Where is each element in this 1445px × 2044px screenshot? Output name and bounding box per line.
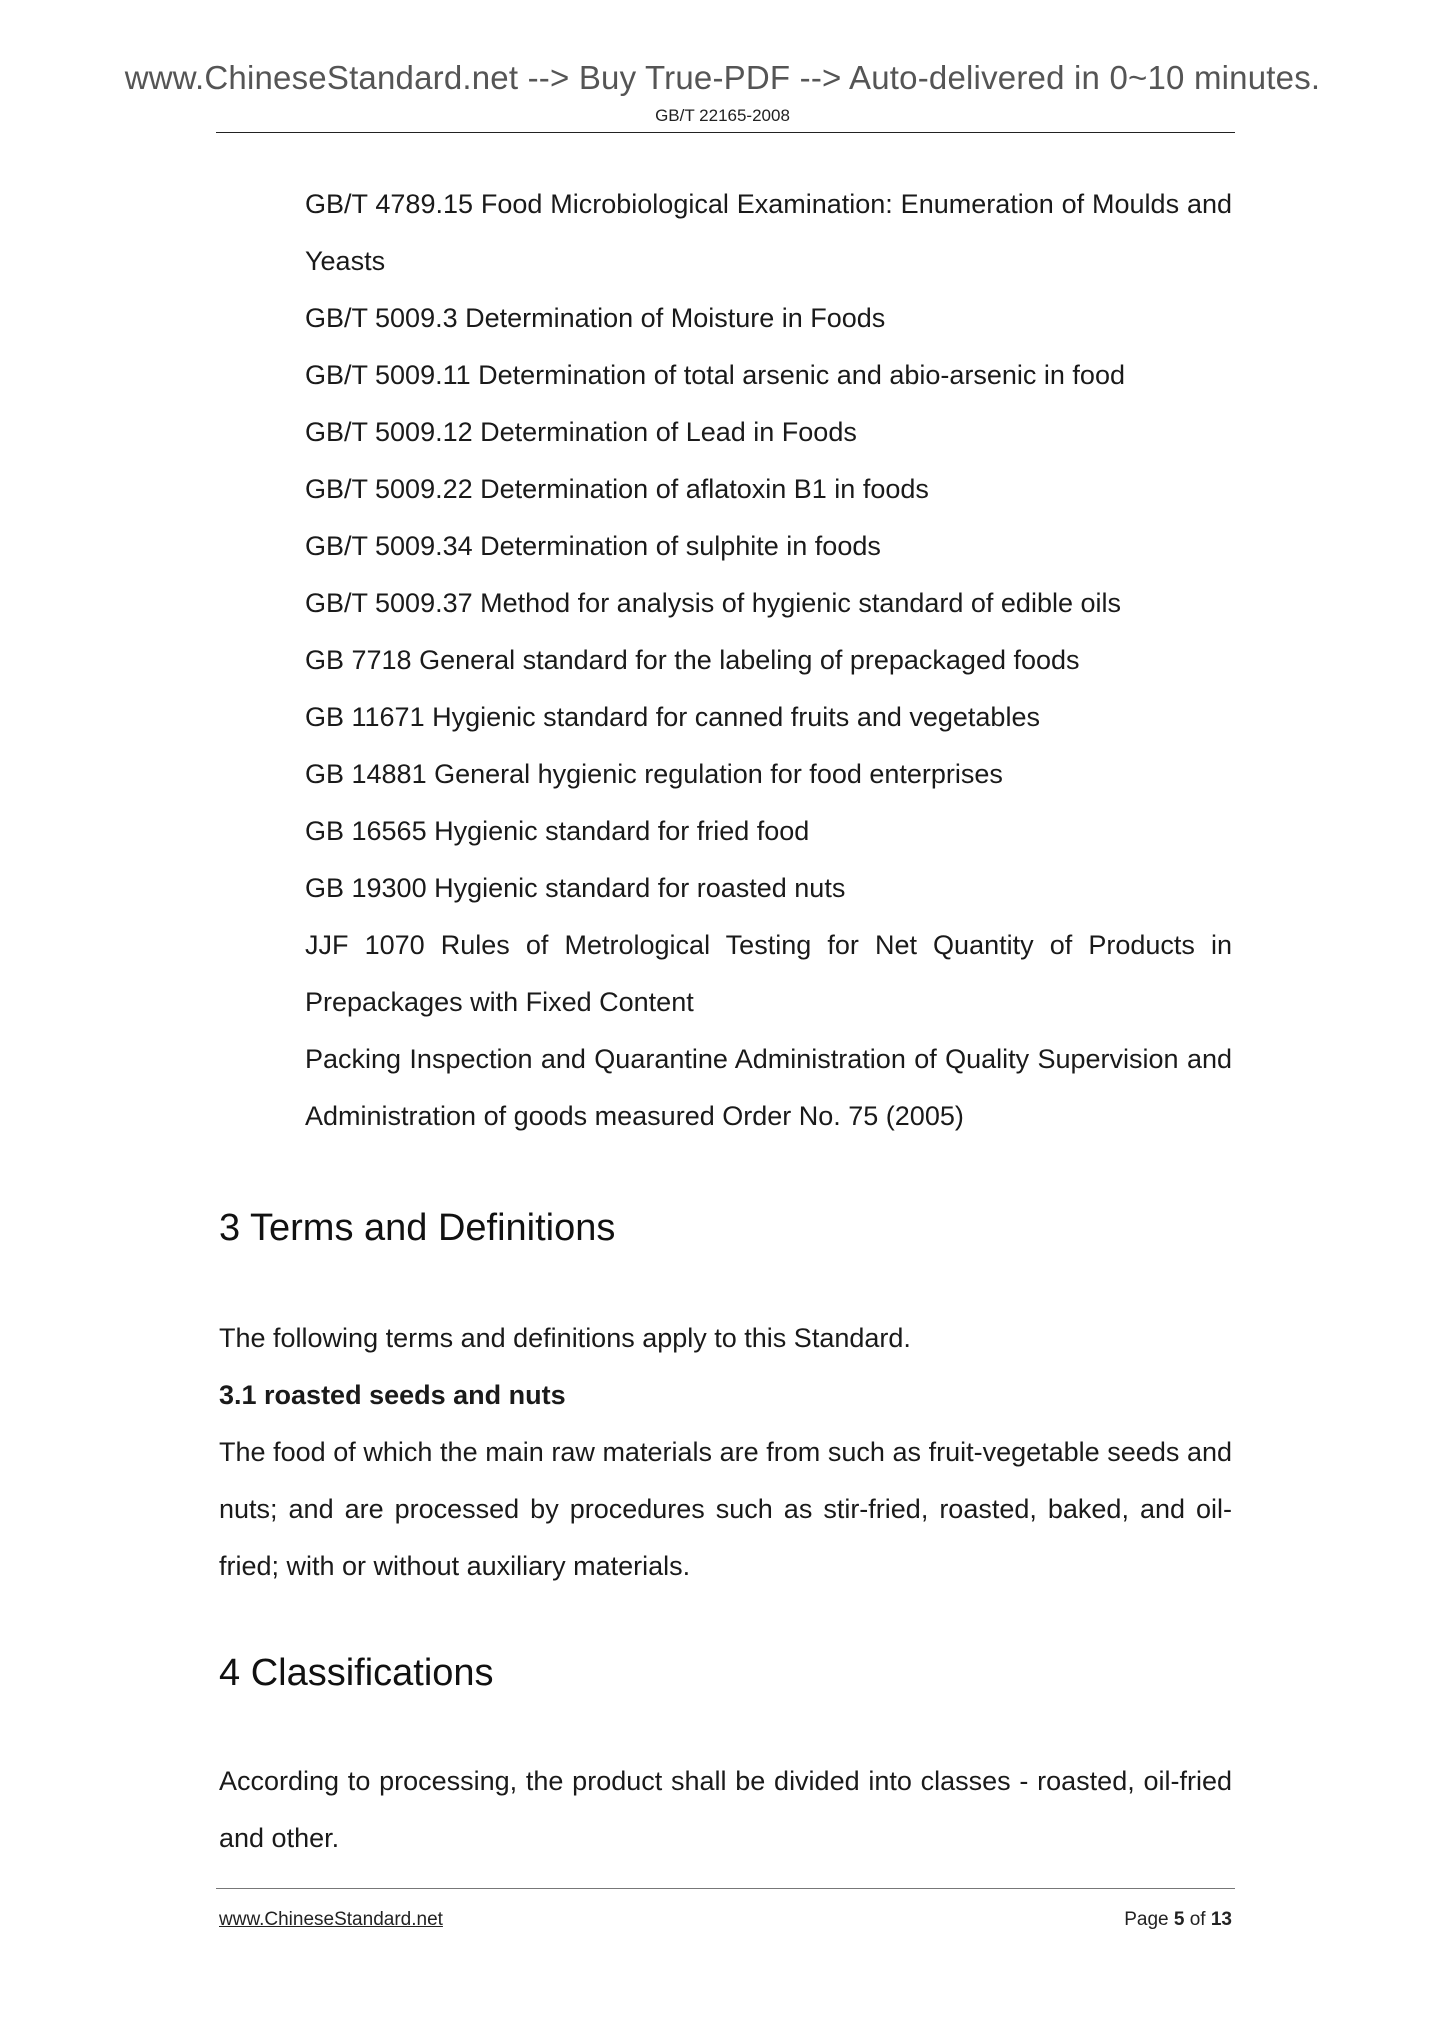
document-id: GB/T 22165-2008 (655, 106, 790, 125)
footer-site-link[interactable]: www.ChineseStandard.net (219, 1909, 443, 1930)
reference-item: GB/T 5009.3 Determination of Moisture in Foods (305, 303, 886, 333)
page-current: 5 (1173, 1909, 1185, 1930)
section-3-heading: 3 Terms and Definitions (219, 1207, 616, 1249)
page-number (1124, 1908, 1232, 1932)
reference-item: GB 11671 Hygienic standard for canned fruits and vegetables (305, 702, 1040, 732)
reference-item: GB 16565 Hygienic standard for fried food (305, 816, 810, 846)
page-of-label: of (1189, 1909, 1206, 1930)
reference-item: GB 7718 General standard for the labeling of prepackaged foods (305, 645, 1080, 675)
normative-references-list (305, 176, 1232, 1145)
reference-item: GB 14881 General hygienic regulation for food enterprises (305, 759, 1003, 789)
page-label: Page (1124, 1909, 1169, 1930)
section-4-heading: 4 Classifications (219, 1652, 494, 1694)
reference-item: GB/T 5009.11 Determination of total arsenic and abio-arsenic in food (305, 360, 1125, 390)
reference-item: Packing Inspection and Quarantine Administration of Quality Supervision and Administration of goods measured Order No. 75 (2005) (305, 1044, 1232, 1131)
site-banner[interactable]: www.ChineseStandard.net --> Buy True-PDF --> Auto-delivered in 0~10 minutes. (124, 59, 1321, 96)
reference-item: GB 19300 Hygienic standard for roasted nuts (305, 873, 846, 903)
term-3-1-definition: The food of which the main raw materials are from such as fruit-vegetable seeds and nuts; and are processed by procedures such as stir-fried, roasted, baked, and oil-fried; with or without auxiliary materials. (219, 1437, 1232, 1581)
section-3-intro: The following terms and definitions apply to this Standard. (219, 1323, 911, 1353)
reference-item: GB/T 4789.15 Food Microbiological Examination: Enumeration of Moulds and Yeasts (305, 189, 1232, 276)
reference-item: JJF 1070 Rules of Metrological Testing for Net Quantity of Products in Prepackages with Fixed Content (305, 930, 1232, 1017)
header-divider (216, 132, 1235, 133)
footer-divider (216, 1888, 1235, 1889)
term-3-1-heading: 3.1 roasted seeds and nuts (219, 1380, 566, 1410)
reference-item: GB/T 5009.22 Determination of aflatoxin B1 in foods (305, 474, 929, 504)
reference-item: GB/T 5009.37 Method for analysis of hygienic standard of edible oils (305, 588, 1121, 618)
reference-item: GB/T 5009.12 Determination of Lead in Foods (305, 417, 857, 447)
page-total: 13 (1210, 1909, 1232, 1930)
section-4-text: According to processing, the product shall be divided into classes - roasted, oil-fried and other. (219, 1766, 1232, 1853)
reference-item: GB/T 5009.34 Determination of sulphite in foods (305, 531, 881, 561)
